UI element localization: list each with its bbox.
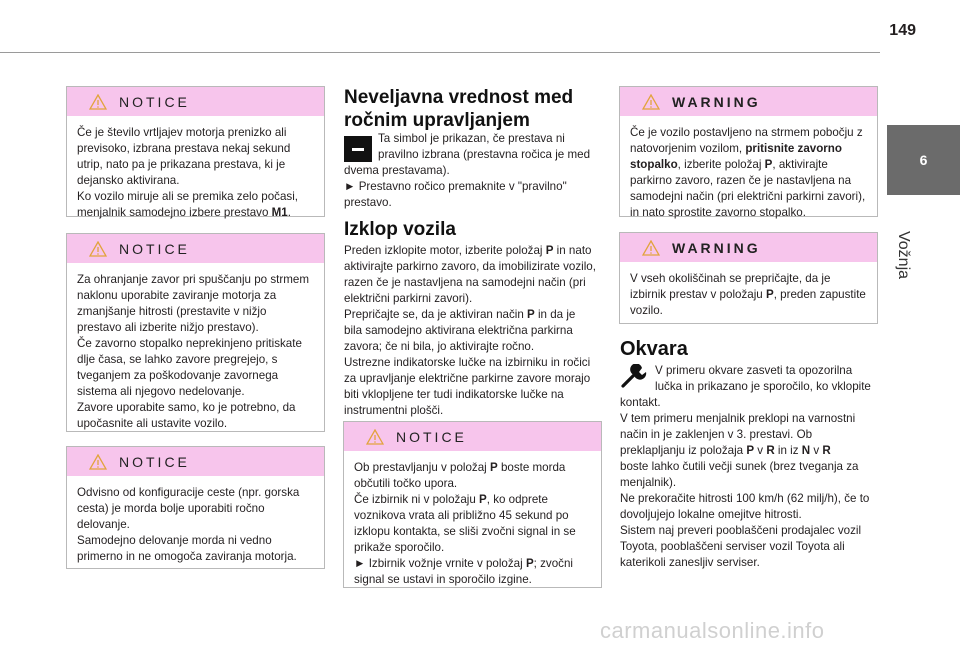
heading-izklop: Izklop vozila [344, 219, 456, 240]
text-line: pravilno izbrana (prestavna ročica je med [378, 148, 591, 161]
text-line: razen če je nastavljena na samodejni način (pri [344, 276, 586, 289]
text-line: Preden izklopite motor, izberite položaj P in nato [344, 244, 592, 257]
text-line: in nato sprostite zavorno stopalko. [630, 206, 806, 219]
wrench-icon [619, 364, 649, 390]
text-line: sistema ali njegovo nedelovanje. [77, 385, 245, 398]
text-line: V primeru okvare zasveti ta opozorilna [655, 364, 853, 377]
notice-header [67, 447, 324, 476]
notice-box-3 [66, 446, 325, 569]
text-line: Ko vozilo miruje ali se premika zelo počasi, [77, 190, 299, 203]
text-line: izklopu kontakta, se sliši zvočni signal in se [354, 525, 576, 538]
text-line: V tem primeru menjalnik preklopi na varnostni [620, 412, 856, 425]
text-line: bila samodejno aktivirana električna parkirna [344, 324, 573, 337]
text-line: samodejni način (pri električni parkirni zavori), [630, 190, 866, 203]
text-line: cesta) je morda bolje uporabiti ročno [77, 502, 265, 515]
text-line: kontakt. [620, 396, 661, 409]
notice-box-2 [66, 233, 325, 432]
text-line: Toyota, pooblaščeni serviser vozil Toyota ali [620, 540, 845, 553]
notice-header [67, 234, 324, 263]
text-line: Če je število vrtljajev motorja prenizko ali [77, 126, 287, 139]
text-line: instrumentni plošči. [344, 404, 444, 417]
text-line: vozilo. [630, 304, 663, 317]
invalid-gear-symbol-icon [344, 136, 372, 162]
chapter-tab[interactable] [887, 125, 960, 195]
chapter-label: Vožnja [895, 230, 913, 280]
text-line: Za ohranjanje zavor pri spuščanju po strmem [77, 273, 309, 286]
text-line: Če je vozilo postavljeno na strmem pobočju z [630, 126, 863, 139]
text-line: delovanje. [77, 518, 130, 531]
text-line: prestavo. [344, 196, 392, 209]
text-line: dlje časa, se lahko zavore pregrejejo, s [77, 353, 278, 366]
text-line: naklonu uporabite zaviranje motorja za [77, 289, 277, 302]
text-line: katerikoli zanesljiv serviser. [620, 556, 760, 569]
text-line: električni parkirni zavori). [344, 292, 473, 305]
heading-line: Neveljavna vrednost med [344, 87, 574, 108]
text-line: ► Izbirnik vožnje vrnite v položaj P; zvočni [354, 557, 573, 570]
text-line: občutili točko upora. [354, 477, 458, 490]
chapter-side-label [883, 215, 923, 295]
text-line: Samodejno delovanje morda ni vedno [77, 534, 272, 547]
text-line: zavora; če ni bila, jo aktivirajte ročno. [344, 340, 535, 353]
caution-triangle-icon [89, 241, 107, 257]
text-line: voznikova vrata ali približno 45 sekund po [354, 509, 569, 522]
caution-triangle-icon [89, 94, 107, 110]
text-line: V vseh okoliščinah se prepričajte, da je [630, 272, 831, 285]
notice-label: NOTICE [396, 428, 467, 445]
text-line: Če zavorno stopalko neprekinjeno pritiskate [77, 337, 302, 350]
okvara-text [655, 363, 877, 395]
heading-neveljavna [344, 86, 573, 132]
text-line: stopalko, izberite položaj P, aktivirajte [630, 158, 828, 171]
text-line: tveganjem za poškodovanje zavornega [77, 369, 279, 382]
text-line: menjalnik samodejno izbere prestavo M1. [77, 206, 291, 219]
chapter-number: 6 [919, 152, 928, 168]
notice-box-1 [66, 86, 325, 217]
warning-header [620, 233, 877, 262]
watermark-text: carmanualsonline.info [600, 618, 825, 643]
heading-line: ročnim upravljanjem [344, 110, 530, 131]
warning-header [620, 87, 877, 116]
text-line: zmanjšanje hitrosti (prestavite v nižjo [77, 305, 267, 318]
text-line: izbirnik prestav v položaju P, preden zapustite [630, 288, 866, 301]
page-number: 149 [889, 22, 916, 39]
notice-header [344, 422, 601, 451]
okvara-text-cont [620, 395, 880, 571]
warning-label: WARNING [672, 93, 761, 110]
text-line: ► Prestavno ročico premaknite v "pravilno" [344, 180, 567, 193]
notice-header [67, 87, 324, 116]
text-line: boste lahko čutili večji sunek (brez tveganja za [620, 460, 859, 473]
text-line: biti vklopljene ter tudi indikatorske lučke na [344, 388, 564, 401]
warning-triangle-icon [642, 240, 660, 256]
text-line: Ta simbol je prikazan, če prestava ni [378, 132, 565, 145]
text-line: Ob prestavljanju v položaj P boste morda [354, 461, 566, 474]
caution-triangle-icon [366, 429, 384, 445]
text-line: dvema prestavama). [344, 164, 450, 177]
notice-label: NOTICE [119, 453, 190, 470]
text-line: za upravljanje električne parkirne zavore morajo [344, 372, 591, 385]
text-line: signal se ustavi in sporočilo izgine. [354, 573, 532, 586]
caution-triangle-icon [89, 454, 107, 470]
notice-label: NOTICE [119, 240, 190, 257]
text-line: preklapljanju iz položaja P v R in iz N v R [620, 444, 831, 457]
text-line: Prepričajte se, da je aktiviran način P in da je [344, 308, 576, 321]
text-line: Če izbirnik ni v položaju P, ko odprete [354, 493, 548, 506]
text-line: Zavore uporabite samo, ko je potrebno, da [77, 401, 296, 414]
text-line: Sistem naj preveri pooblaščeni prodajalec vozil [620, 524, 862, 537]
text-line: dejansko aktivirana. [77, 174, 180, 187]
izklop-text [344, 243, 606, 419]
warning-box-1 [619, 86, 878, 217]
text-line: primerno in ne omogoča zaviranja motorja. [77, 550, 297, 563]
notice-label: NOTICE [119, 93, 190, 110]
text-line: Ne prekoračite hitrosti 100 km/h (62 milj/h), če to [620, 492, 870, 505]
text-line: dovoljujejo lokalne omejitve hitrosti. [620, 508, 802, 521]
text-line: lučka in prikazano je sporočilo, ko vklopite [655, 380, 871, 393]
text-line: način in je zaklenjen v 3. prestavi. Ob [620, 428, 813, 441]
text-line: natovorjenim vozilom, pritisnite zavorno [630, 142, 842, 155]
text-line: aktivirajte parkirno zavoro, da imobilizirate vozilo, [344, 260, 596, 273]
invalid-gear-text [378, 131, 604, 163]
text-line: Ustrezne indikatorske lučke na izbirniku in ročici [344, 356, 591, 369]
text-line: previsoko, izbrana prestava nekaj sekund [77, 142, 291, 155]
top-divider [0, 52, 880, 53]
warning-box-2 [619, 232, 878, 324]
text-line: parkirno zavoro, razen če je nastavljena na [630, 174, 852, 187]
text-line: upočasnite ali ustavite vozilo. [77, 417, 228, 430]
warning-label: WARNING [672, 239, 761, 256]
text-line: utrip, nato pa je prikazana prestava, ki je [77, 158, 286, 171]
text-line: menjalnik). [620, 476, 677, 489]
heading-okvara: Okvara [620, 338, 688, 360]
invalid-gear-text-cont [344, 163, 604, 211]
text-line: prestavo ali izberite nižjo prestavo). [77, 321, 259, 334]
text-line: prikaže sporočilo. [354, 541, 445, 554]
text-line: Odvisno od konfiguracije ceste (npr. gorska [77, 486, 300, 499]
notice-box-4 [343, 421, 602, 588]
warning-triangle-icon [642, 94, 660, 110]
